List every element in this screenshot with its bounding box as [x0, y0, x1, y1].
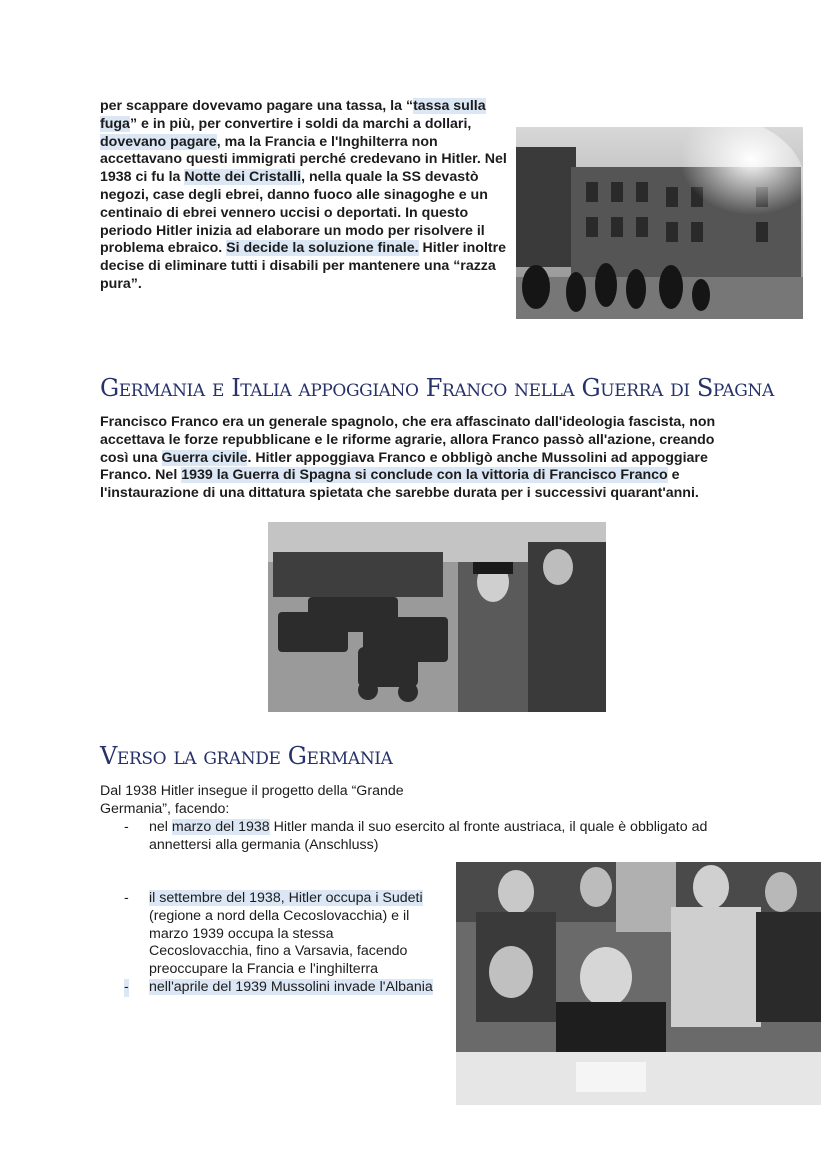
- highlight-aprile-1939: nell'aprile del 1939 Mussolini invade l'Albania: [149, 978, 433, 995]
- list-item-albania: - nell'aprile del 1939 Mussolini invade l'Albania: [124, 978, 433, 995]
- list-item-sudeti: - il settembre del 1938, Hitler occupa i Sudeti (regione a nord della Cecoslovacchia) e il marzo 1939 occupa la stessa Cecoslovacchia, fino a Varsavia, facendo preoccupare la Francia e l'inghilterra: [124, 890, 423, 978]
- highlight-dovevano-pagare: dovevano pagare: [100, 133, 217, 150]
- highlight-marzo-1938: marzo del 1938: [171, 819, 270, 835]
- highlight-soluzione-finale: Si decide la soluzione finale.: [226, 240, 419, 257]
- photo-burning-street: [516, 127, 803, 319]
- list-item-anschluss: - nel marzo del 1938 Hitler manda il suo esercito al fronte austriaca, il quale è obbligato ad annettersi alla germania (Anschluss): [124, 819, 708, 853]
- bullet-list-grande-germania-2: [124, 890, 439, 997]
- heading-grande-germania: Verso la grande Germania: [100, 742, 393, 770]
- intro-grande-germania: Dal 1938 Hitler insegue il progetto della “Grande Germania”, facendo:: [100, 783, 404, 817]
- photo-pact-signing: [456, 862, 821, 1105]
- paragraph-notte-dei-cristalli: per scappare dovevamo pagare una tassa, la “tassa sulla fuga” e in più, per convertire i soldi da marchi a dollari, dovevano pagare, ma la Francia e l'Inghilterra non accettavano questi immigrati perché credevano in Hitler. Nel 1938 ci fu la Notte dei Cristalli, nella quale la SS devastò negozi, case degli ebrei, danno fuoco alle sinagoghe e un centinaio di ebrei vennero uccisi o deportati. In questo periodo Hitler inizia ad elaborare un modo per risolvere il problema ebraico. Si decide la soluzione finale. Hitler inoltre decise di eliminare tutti i disabili per mantenere una “razza pura”.: [100, 98, 507, 292]
- highlight-notte-dei-cristalli: Notte dei Cristalli: [184, 169, 302, 186]
- highlight-tassa-sulla-fuga: tassa sulla fuga: [100, 98, 486, 132]
- highlight-guerra-civile: Guerra civile: [161, 449, 248, 466]
- bullet-list-grande-germania: [124, 819, 714, 855]
- highlight-fine-guerra-spagna: 1939 la Guerra di Spagna si conclude con la vittoria di Francisco Franco: [181, 467, 668, 484]
- heading-guerra-di-spagna: Germania e Italia appoggiano Franco nella Guerra di Spagna: [100, 374, 774, 402]
- photo-franco-parade: [268, 522, 606, 712]
- paragraph-francisco-franco: Francisco Franco era un generale spagnolo, che era affascinato dall'ideologia fascista, non accettava le forze repubblicane e le riforme agrarie, allora Franco passò all'azione, creando così una Guerra civile. Hitler appoggiava Franco e obbligò anche Mussolini ad appoggiare Franco. Nel 1939 la Guerra di Spagna si conclude con la vittoria di Francisco Franco e l'instaurazione di una dittatura spietata che sarebbe durata per i successivi quarant'anni.: [100, 414, 716, 502]
- highlight-settembre-1938: il settembre del 1938, Hitler occupa i Sudeti: [149, 890, 423, 906]
